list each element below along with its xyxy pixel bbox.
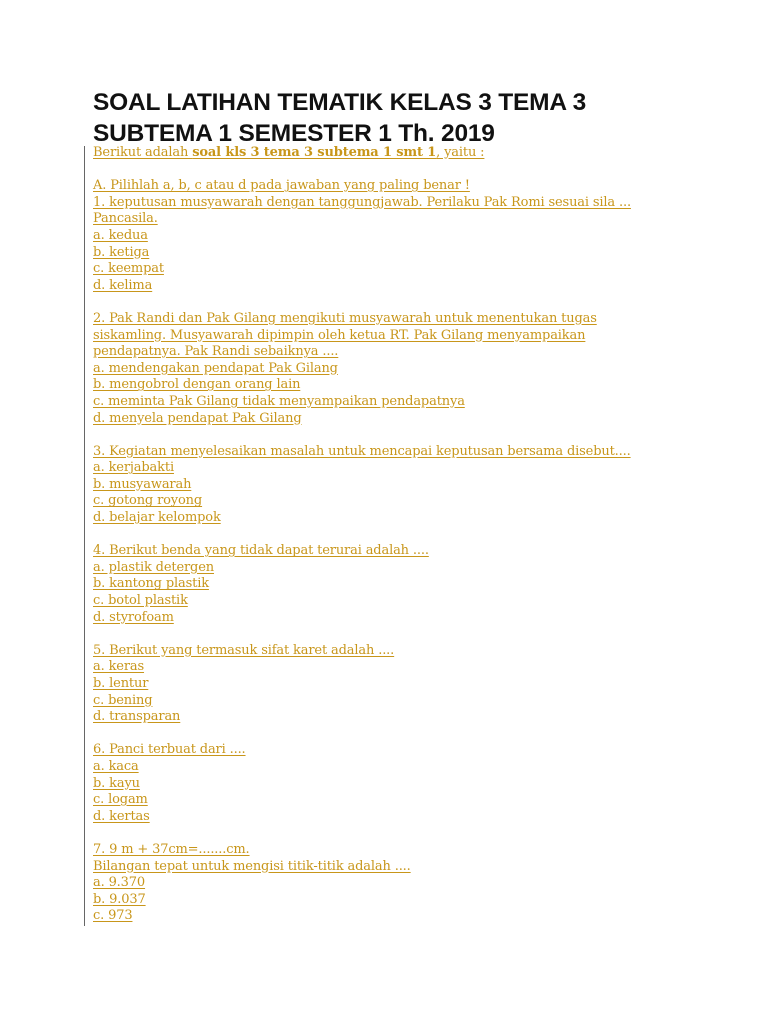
answer-option[interactable]: b. 9.037 [93,891,146,907]
question-text[interactable]: siskamling. Musyawarah dipimpin oleh ketua RT. Pak Gilang menyampaikan [93,327,586,343]
spacer [93,527,753,544]
spacer [93,825,753,842]
question-text[interactable]: 3. Kegiatan menyelesaikan masalah untuk mencapai keputusan bersama disebut.... [93,443,631,459]
question-text[interactable]: 1. keputusan musyawarah dengan tanggungjawab. Perilaku Pak Romi sesuai sila ... [93,194,631,210]
question-block [93,527,753,627]
question-block [93,626,753,726]
answer-option[interactable]: b. kayu [93,775,140,791]
answer-option[interactable]: a. 9.370 [93,875,146,891]
question-text[interactable]: 7. 9 m + 37cm=.......cm. [93,841,250,857]
answer-option[interactable]: c. bening [93,692,153,708]
question-text[interactable]: 2. Pak Randi dan Pak Gilang mengikuti musyawarah untuk menentukan tugas [93,310,597,326]
instruction-line[interactable]: A. Pilihlah a, b, c atau d pada jawaban yang paling benar ! [93,178,470,194]
answer-option[interactable]: c. 973 [93,908,133,924]
answer-option[interactable]: a. kaca [93,758,139,774]
answer-option[interactable]: a. kerjabakti [93,460,174,476]
answer-option[interactable]: c. meminta Pak Gilang tidak menyampaikan pendapatnya [93,393,465,409]
answer-option[interactable]: b. mengobrol dengan orang lain [93,377,301,393]
question-list [93,195,753,925]
question-text[interactable]: pendapatnya. Pak Randi sebaiknya .... [93,344,339,360]
question-block [93,726,753,826]
answer-option[interactable]: c. gotong royong [93,493,203,509]
intro-line [93,145,753,162]
title-line-1: SOAL LATIHAN TEMATIK KELAS 3 TEMA 3 [93,89,586,116]
answer-option[interactable]: a. mendengakan pendapat Pak Gilang [93,360,338,376]
intro-suffix[interactable]: , yaitu : [436,145,485,160]
question-text[interactable]: Pancasila. [93,211,158,227]
answer-option[interactable]: d. styrofoam [93,609,174,625]
intro-prefix[interactable]: Berikut adalah [93,145,193,160]
answer-option[interactable]: c. botol plastik [93,593,188,609]
answer-option[interactable]: d. kelima [93,277,153,293]
intro-bold-link[interactable]: soal kls 3 tema 3 subtema 1 smt 1 [192,145,437,160]
answer-option[interactable]: d. menyela pendapat Pak Gilang [93,410,302,426]
spacer [93,626,753,643]
answer-option[interactable]: c. logam [93,792,148,808]
question-block [93,294,753,427]
left-vertical-rule [84,146,85,926]
question-text[interactable]: 4. Berikut benda yang tidak dapat terurai adalah .... [93,543,429,559]
answer-option[interactable]: a. plastik detergen [93,559,214,575]
question-block [93,427,753,527]
answer-option[interactable]: c. keempat [93,261,164,277]
answer-option[interactable]: d. kertas [93,808,150,824]
answer-option[interactable]: b. kantong plastik [93,576,209,592]
spacer [93,427,753,444]
answer-option[interactable]: a. keras [93,659,145,675]
question-block [93,825,753,925]
answer-option[interactable]: b. musyawarah [93,476,192,492]
question-text[interactable]: 5. Berikut yang termasuk sifat karet adalah .... [93,642,395,658]
spacer [93,294,753,311]
answer-option[interactable]: b. ketiga [93,244,150,260]
title-line-2: SUBTEMA 1 SEMESTER 1 Th. 2019 [93,120,495,147]
spacer [93,726,753,743]
question-text[interactable]: Bilangan tepat untuk mengisi titik-titik adalah .... [93,858,411,874]
spacer [93,162,753,179]
question-block [93,195,753,295]
answer-option[interactable]: a. kedua [93,227,148,243]
answer-option[interactable]: b. lentur [93,676,149,691]
question-text[interactable]: 6. Panci terbuat dari .... [93,742,246,758]
answer-option[interactable]: d. transparan [93,709,181,725]
article-body [93,145,753,925]
page-title [93,87,733,149]
answer-option[interactable]: d. belajar kelompok [93,510,221,526]
